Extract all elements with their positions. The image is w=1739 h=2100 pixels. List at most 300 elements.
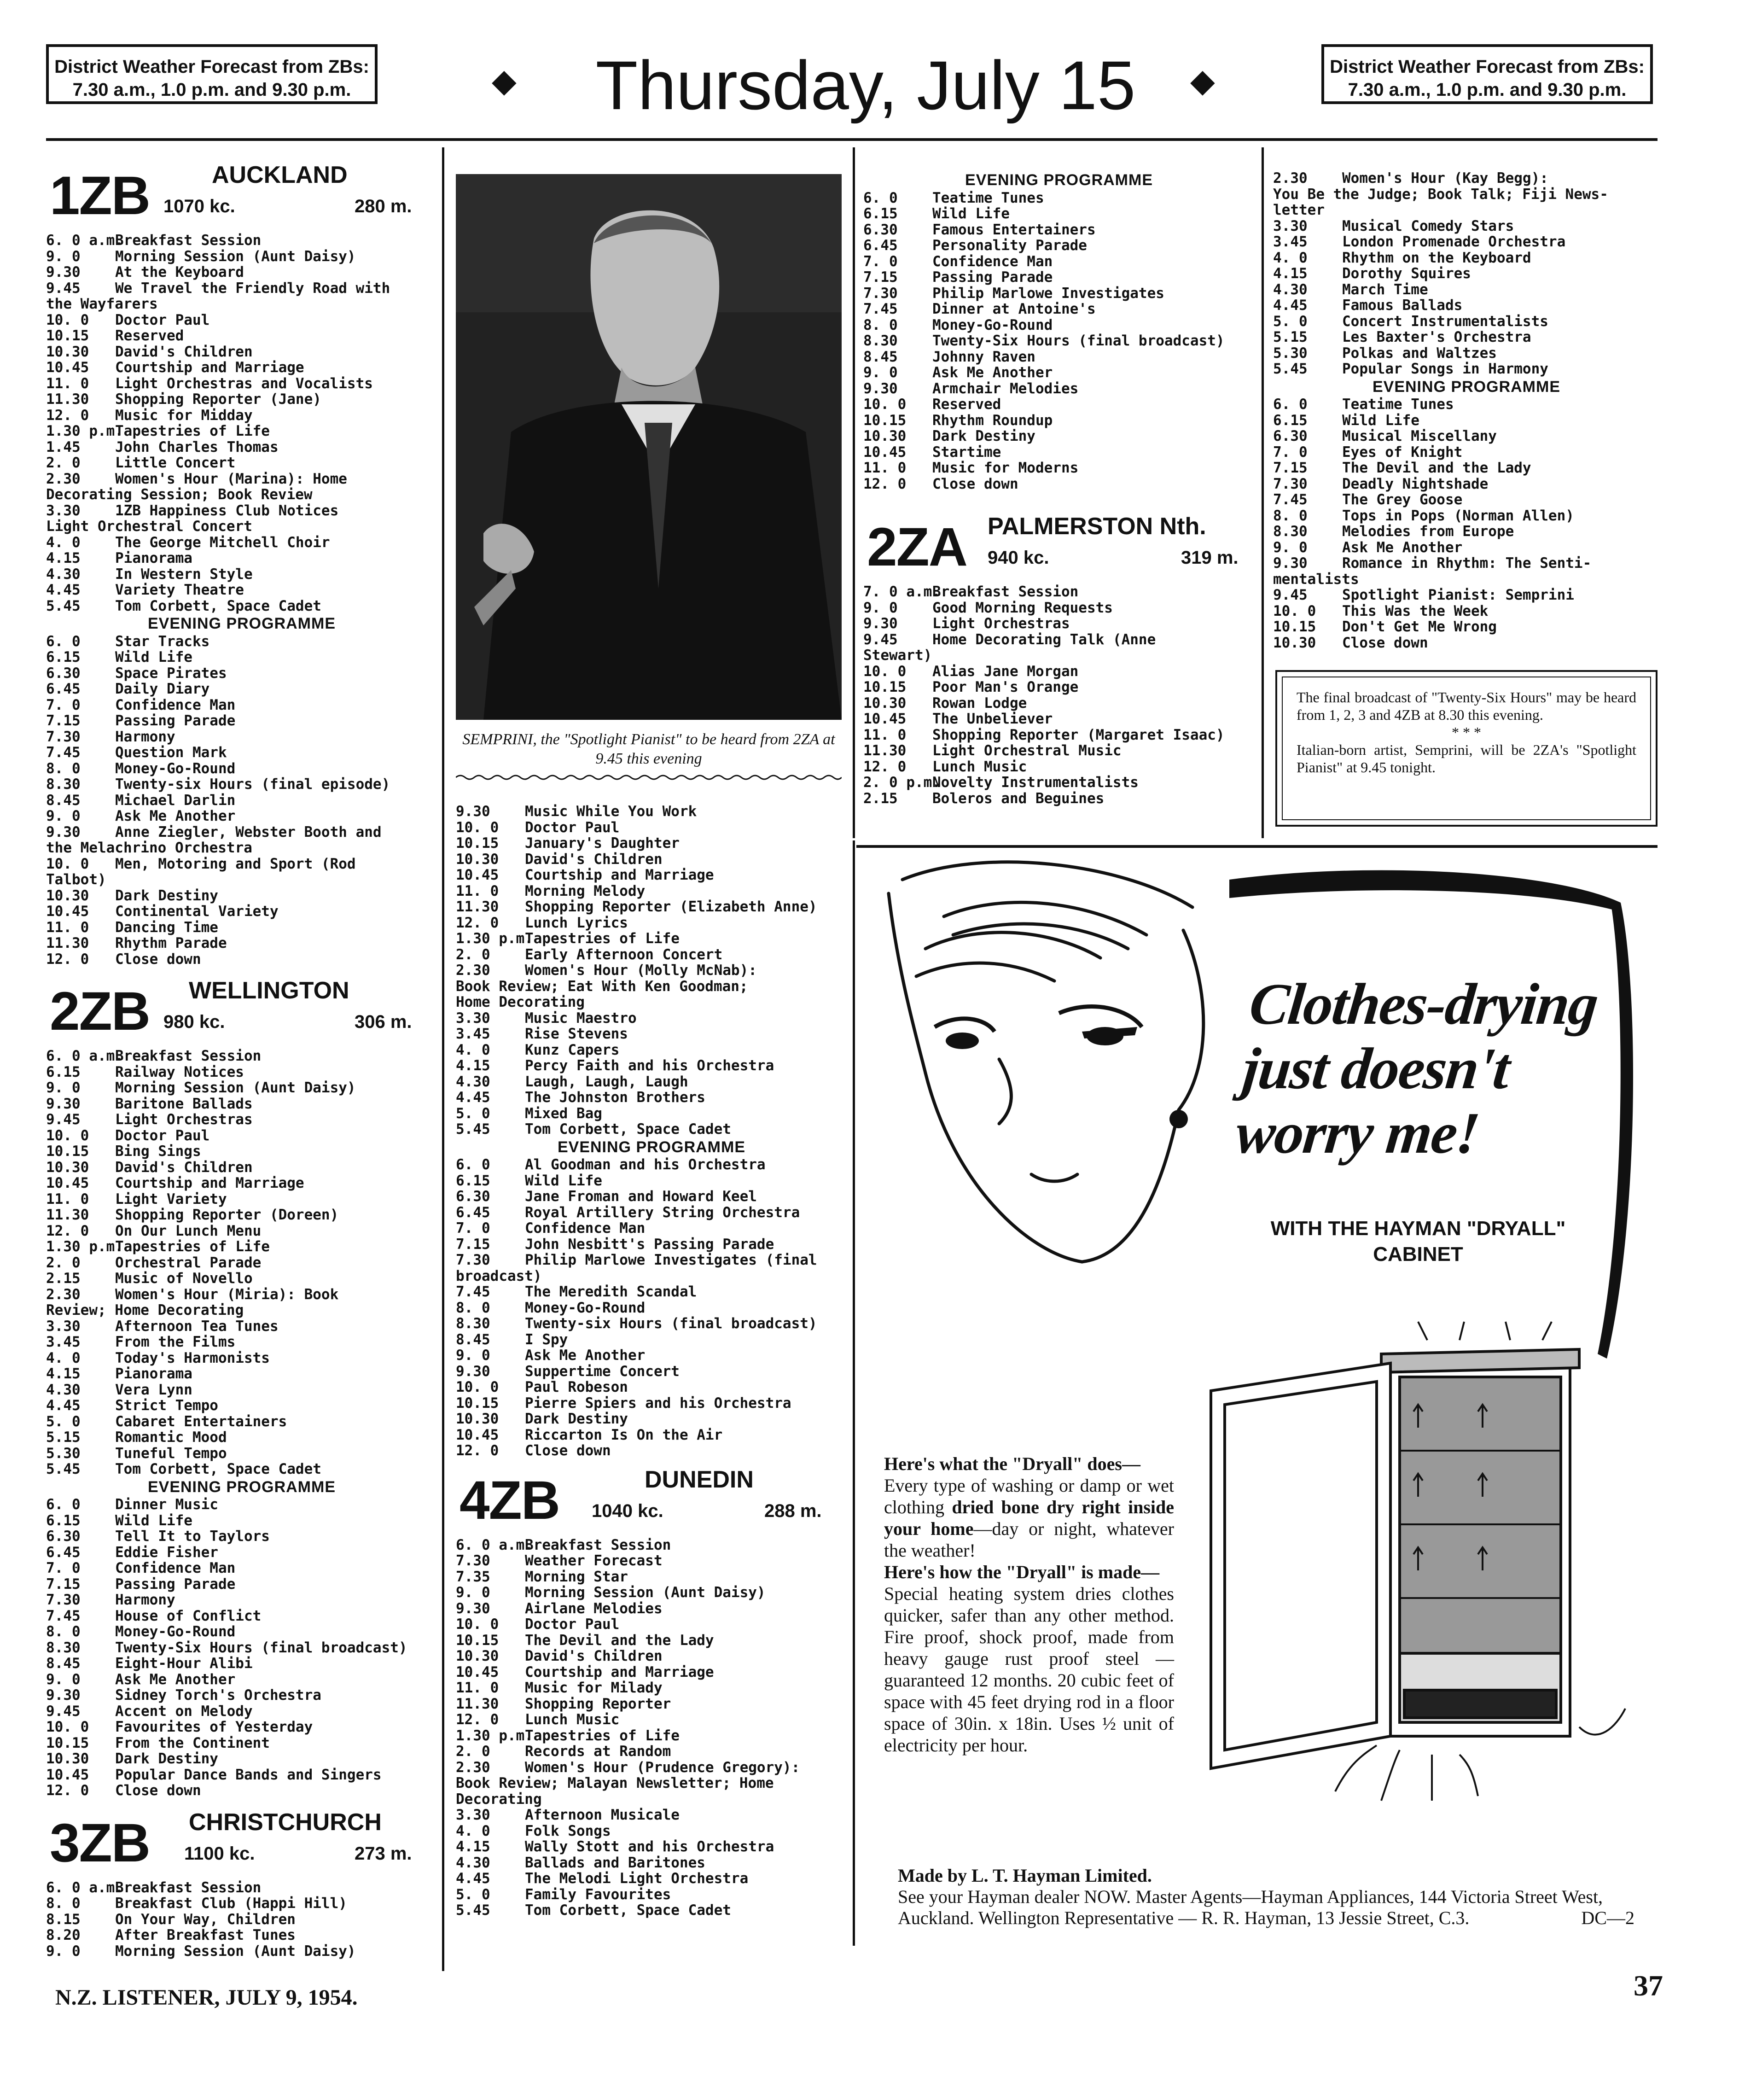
programme-item xyxy=(46,1064,437,1080)
programme-time: 10.45 xyxy=(46,1175,89,1191)
programme-title: Wild Life xyxy=(525,1172,602,1189)
programme-title: Orchestral Parade xyxy=(115,1254,262,1271)
programme-title: Stewart) xyxy=(863,648,932,664)
evening-list-1zb xyxy=(46,634,437,968)
programme-time: 11. 0 xyxy=(46,919,89,935)
programme-item xyxy=(863,584,1255,600)
programme-item xyxy=(456,1537,847,1553)
programme-item xyxy=(46,344,437,360)
station-frequency: 1070 kc. xyxy=(163,196,235,216)
programme-title: Accent on Melody xyxy=(115,1703,253,1719)
programme-item xyxy=(863,286,1255,302)
programme-item xyxy=(46,1461,437,1477)
evening-heading: EVENING PROGRAMME xyxy=(1372,378,1561,396)
programme-item xyxy=(456,1106,847,1122)
programme-item xyxy=(456,1220,847,1237)
programme-title: Daily Diary xyxy=(115,681,210,697)
programme-item xyxy=(456,1712,847,1728)
programme-time: 11. 0 xyxy=(863,460,907,476)
column-rule-2-lower xyxy=(853,840,855,1946)
station-wavelength: 306 m. xyxy=(355,1012,412,1032)
programme-time: 12. 0 xyxy=(456,915,499,931)
programme-time: 10. 0 xyxy=(46,312,89,328)
station-city: PALMERSTON Nth. xyxy=(988,513,1206,540)
programme-title: Light Orchestral Concert xyxy=(46,519,252,535)
programme-item xyxy=(46,761,437,777)
programme-item xyxy=(863,727,1255,743)
programme-title: Johnny Raven xyxy=(932,349,1035,365)
programme-title: Breakfast Session xyxy=(115,233,262,249)
programme-item xyxy=(863,269,1255,286)
programme-time: 9. 0 xyxy=(456,1585,490,1601)
programme-time: 7.15 xyxy=(456,1236,490,1252)
programme-item xyxy=(456,852,847,868)
programme-time: 10.45 xyxy=(46,1767,89,1783)
programme-item xyxy=(456,962,847,979)
programme-item xyxy=(46,1096,437,1112)
programme-title: Twenty-Six Hours (final broadcast) xyxy=(115,1639,407,1656)
programme-time: 8.45 xyxy=(863,349,898,365)
programme-item xyxy=(456,1902,847,1919)
programme-title: Tell It to Taylors xyxy=(115,1528,270,1545)
programme-title: David's Children xyxy=(115,1159,253,1175)
station-frequency: 1100 kc. xyxy=(184,1843,255,1864)
programme-item xyxy=(863,711,1255,727)
programme-time: 6.30 xyxy=(863,222,898,238)
ad-made-text: Special heating system dries clothes quicker, safer than any other method. Fire proof, shock proof, made from heavy gauge rust proof steel — guaranteed 12 months. 20 cubic feet of space with 45 feet drying rod in a floor space of 30in. x 18in. Uses ½ unit of electricity per hour. xyxy=(884,1583,1174,1756)
programme-title: Strict Tempo xyxy=(115,1398,218,1414)
programme-title: Morning Session (Aunt Daisy) xyxy=(115,248,356,264)
programme-title: Dark Destiny xyxy=(115,887,218,904)
programme-title: Tom Corbett, Space Cadet xyxy=(115,1461,321,1477)
programme-title: Spotlight Pianist: Semprini xyxy=(1342,587,1574,603)
programme-item xyxy=(46,697,437,713)
programme-item xyxy=(1273,508,1660,524)
programme-item xyxy=(46,1592,437,1608)
programme-time: 10.30 xyxy=(46,1751,89,1767)
programme-time: 8.30 xyxy=(863,333,898,349)
programme-title: Dorothy Squires xyxy=(1342,266,1471,282)
notice-inner xyxy=(1282,677,1651,820)
programme-title: Dancing Time xyxy=(115,919,218,935)
programme-item xyxy=(1273,361,1660,377)
programme-title: 1ZB Happiness Club Notices xyxy=(115,502,339,519)
programme-title: Book Review; Eat With Ken Goodman; xyxy=(456,978,748,994)
page-date-title: Thursday, July 15 xyxy=(595,47,1136,124)
programme-time: 7. 0 a.m. xyxy=(863,584,941,600)
programme-time: 3.45 xyxy=(1273,234,1308,250)
programme-item xyxy=(46,423,437,439)
programme-item xyxy=(1273,218,1660,234)
programme-time: 9. 0 xyxy=(46,1671,81,1687)
programme-title: The Devil and the Lady xyxy=(525,1632,714,1648)
programme-time: 10.45 xyxy=(863,711,907,727)
programme-time: 8.30 xyxy=(46,1639,81,1656)
programme-item xyxy=(46,1896,437,1912)
programme-title: Morning Star xyxy=(525,1569,628,1585)
station-frequency: 1040 kc. xyxy=(592,1500,663,1521)
column-4 xyxy=(1273,170,1660,651)
programme-item xyxy=(46,1735,437,1751)
programme-title: Morning Session (Aunt Daisy) xyxy=(525,1585,766,1601)
programme-time: 3.30 xyxy=(456,1807,490,1823)
programme-item xyxy=(1273,587,1660,603)
weather-forecast-box-right xyxy=(1321,44,1653,104)
forecast-line-1: District Weather Forecast from ZBs: xyxy=(54,57,369,77)
programme-title: Close down xyxy=(115,1783,201,1799)
programme-time: 7.45 xyxy=(863,301,898,317)
station-code: 1ZB xyxy=(50,165,150,226)
programme-time: 1.30 p.m. xyxy=(456,931,533,947)
programme-time: 5.15 xyxy=(46,1429,81,1446)
programme-time: 11. 0 xyxy=(456,883,499,899)
programme-time: 6.15 xyxy=(46,1064,81,1080)
programme-title: The Unbeliever xyxy=(932,711,1053,727)
programme-title: Breakfast Session xyxy=(115,1048,262,1064)
programme-title: Michael Darlin xyxy=(115,792,236,808)
programme-time: 5.15 xyxy=(1273,329,1308,345)
programme-item xyxy=(863,365,1255,381)
column-rule-3 xyxy=(1262,147,1264,838)
programme-title: Musical Miscellany xyxy=(1342,428,1497,444)
programme-title: Close down xyxy=(525,1443,611,1459)
programme-title: Personality Parade xyxy=(932,238,1087,254)
ad-maker-name: Made by L. T. Hayman Limited. xyxy=(898,1865,1152,1886)
programme-title: Morning Session (Aunt Daisy) xyxy=(115,1943,356,1959)
programme-title: Tapestries of Life xyxy=(115,1239,270,1255)
programme-title: Vera Lynn xyxy=(115,1382,192,1398)
programme-item xyxy=(46,1239,437,1255)
programme-title: Money-Go-Round xyxy=(525,1300,646,1316)
programme-item xyxy=(456,1395,847,1412)
programme-item xyxy=(1273,202,1660,218)
programme-item xyxy=(456,1839,847,1855)
programme-time: 11.30 xyxy=(456,1696,499,1712)
programme-item xyxy=(1273,234,1660,250)
programme-title: Tapestries of Life xyxy=(525,931,680,947)
programme-item xyxy=(1273,266,1660,282)
programme-time: 3.30 xyxy=(1273,218,1308,234)
programme-time: 11.30 xyxy=(863,743,907,759)
programme-time: 2.30 xyxy=(1273,170,1308,187)
programme-title: Passing Parade xyxy=(115,713,236,729)
programme-item xyxy=(1273,282,1660,298)
programme-title: Dark Destiny xyxy=(932,428,1035,444)
programme-time: 7.45 xyxy=(46,745,81,761)
programme-item xyxy=(46,1783,437,1799)
programme-title: Famous Ballads xyxy=(1342,298,1463,314)
programme-title: The Grey Goose xyxy=(1342,492,1463,508)
programme-item xyxy=(863,679,1255,695)
programme-title: Tops in Pops (Norman Allen) xyxy=(1342,508,1574,524)
programme-item xyxy=(863,428,1255,444)
programme-item xyxy=(46,1608,437,1624)
programme-item xyxy=(456,1871,847,1887)
programme-time: 8. 0 xyxy=(456,1300,490,1316)
notice-paragraph-1: The final broadcast of "Twenty-Six Hours" may be heard from 1, 2, 3 and 4ZB at 8.30 this evening. xyxy=(1297,689,1636,723)
programme-time: 6.30 xyxy=(46,665,81,681)
programme-item xyxy=(46,328,437,344)
programme-time: 6.15 xyxy=(46,649,81,665)
semprini-photo xyxy=(456,174,842,720)
programme-time: 7.45 xyxy=(1273,492,1308,508)
programme-title: Percy Faith and his Orchestra xyxy=(525,1058,774,1074)
programme-time: 3.45 xyxy=(46,1334,81,1350)
programme-item xyxy=(456,1775,847,1791)
ad-does-text-bold: dried bone dry right inside your home xyxy=(884,1497,1174,1539)
programme-item xyxy=(46,824,437,840)
programme-item xyxy=(46,249,437,265)
station-city: WELLINGTON xyxy=(189,977,349,1004)
programme-title: The Meredith Scandal xyxy=(525,1284,697,1300)
programme-title: Women's Hour (Prudence Gregory): xyxy=(525,1759,800,1775)
programme-list-2za-continued xyxy=(1273,170,1660,377)
programme-title: Tapestries of Life xyxy=(115,423,270,439)
programme-time: 4.45 xyxy=(456,1871,490,1887)
programme-list-3zb xyxy=(46,1880,437,1960)
ad-top-rule xyxy=(856,845,1658,848)
programme-item xyxy=(46,391,437,408)
programme-title: Breakfast Session xyxy=(932,584,1079,600)
programme-item xyxy=(46,1414,437,1430)
header-rule xyxy=(46,138,1658,141)
programme-time: 7.30 xyxy=(46,1592,81,1608)
programme-title: Courtship and Marriage xyxy=(525,867,714,883)
programme-item xyxy=(456,1760,847,1776)
programme-time: 10. 0 xyxy=(46,1719,89,1735)
programme-item xyxy=(46,233,437,249)
programme-title: Boleros and Beguines xyxy=(932,790,1105,806)
programme-title: The Devil and the Lady xyxy=(1342,460,1531,476)
programme-title: Popular Dance Bands and Singers xyxy=(115,1767,382,1783)
programme-time: 10.30 xyxy=(456,1411,499,1427)
programme-title: Philip Marlowe Investigates (final xyxy=(525,1252,817,1268)
programme-time: 8. 0 xyxy=(46,1624,81,1640)
programme-time: 6.30 xyxy=(1273,428,1308,444)
programme-time: 11. 0 xyxy=(863,727,907,743)
station-city: DUNEDIN xyxy=(645,1466,754,1493)
programme-item xyxy=(456,1205,847,1221)
programme-time: 12. 0 xyxy=(46,1783,89,1799)
programme-time: 10.30 xyxy=(863,428,907,444)
programme-title: Rhythm on the Keyboard xyxy=(1342,250,1531,266)
programme-item xyxy=(863,664,1255,680)
programme-time: 6. 0 xyxy=(46,1497,81,1513)
programme-item xyxy=(863,397,1255,413)
programme-title: From the Films xyxy=(115,1334,236,1350)
programme-time: 4. 0 xyxy=(456,1042,490,1058)
programme-title: Lunch Music xyxy=(932,758,1027,775)
programme-item xyxy=(46,1429,437,1446)
programme-time: 6.45 xyxy=(863,238,898,254)
station-code: 2ZB xyxy=(50,981,150,1042)
programme-title: Alias Jane Morgan xyxy=(932,663,1079,679)
programme-time: 10.15 xyxy=(456,835,499,852)
programme-title: Breakfast Club (Happi Hill) xyxy=(115,1896,347,1912)
diamond-ornament-icon: ◆ xyxy=(492,62,517,99)
programme-title: Armchair Melodies xyxy=(932,380,1079,397)
programme-title: Light Orchestras xyxy=(932,616,1070,632)
programme-title: The Johnston Brothers xyxy=(525,1090,705,1106)
programme-item xyxy=(863,743,1255,759)
programme-time: 9. 0 xyxy=(863,365,898,381)
station-header-2zb xyxy=(46,979,437,1048)
programme-item xyxy=(456,1823,847,1839)
programme-title: Shopping Reporter (Elizabeth Anne) xyxy=(525,899,817,915)
programme-time: 9.30 xyxy=(863,380,898,397)
programme-item xyxy=(1273,345,1660,362)
programme-time: 8.45 xyxy=(456,1331,490,1348)
programme-time: 9.45 xyxy=(46,1703,81,1719)
programme-title: Music for Midday xyxy=(115,407,253,423)
programme-time: 1.45 xyxy=(46,439,81,455)
programme-title: House of Conflict xyxy=(115,1608,262,1624)
programme-time: 3.45 xyxy=(456,1026,490,1042)
programme-item xyxy=(456,1585,847,1601)
programme-title: David's Children xyxy=(525,851,663,867)
programme-item xyxy=(1273,524,1660,540)
programme-title: Romance in Rhythm: The Senti- xyxy=(1342,555,1592,572)
evening-heading: EVENING PROGRAMME xyxy=(965,171,1153,189)
programme-item xyxy=(1273,460,1660,476)
programme-list-4zb xyxy=(456,1537,847,1919)
programme-title: Al Goodman and his Orchestra xyxy=(525,1157,766,1173)
programme-title: Women's Hour (Marina): Home xyxy=(115,471,347,487)
programme-time: 10.30 xyxy=(863,695,907,711)
evening-list-2zb xyxy=(46,1497,437,1799)
programme-time: 9. 0 xyxy=(1273,539,1308,555)
programme-title: Musical Comedy Stars xyxy=(1342,218,1514,234)
forecast-line-2: 7.30 a.m., 1.0 p.m. and 9.30 p.m. xyxy=(72,80,351,100)
programme-item xyxy=(46,872,437,888)
programme-time: 4.45 xyxy=(46,1398,81,1414)
programme-time: 8.45 xyxy=(46,792,81,808)
ad-subheadline-line-2: CABINET xyxy=(1373,1243,1463,1266)
programme-item xyxy=(456,1744,847,1760)
programme-item xyxy=(46,1513,437,1529)
programme-time: 10. 0 xyxy=(456,1616,499,1633)
programme-item xyxy=(1273,603,1660,619)
programme-time: 7.30 xyxy=(863,285,898,301)
programme-item xyxy=(456,1026,847,1042)
programme-title: Women's Hour (Molly McNab): xyxy=(525,962,757,979)
programme-time: 2. 0 p.m. xyxy=(863,775,941,791)
programme-item xyxy=(46,665,437,682)
programme-item xyxy=(456,1855,847,1871)
programme-item xyxy=(456,931,847,947)
programme-title: Music While You Work xyxy=(525,804,697,820)
programme-time: 9. 0 xyxy=(863,600,898,616)
column-3 xyxy=(863,170,1255,806)
programme-time: 10.45 xyxy=(456,1664,499,1680)
station-header-3zb xyxy=(46,1808,437,1880)
programme-time: 10.30 xyxy=(1273,635,1316,651)
programme-time: 9.30 xyxy=(46,824,81,840)
programme-item xyxy=(46,920,437,936)
programme-title: Ballads and Baritones xyxy=(525,1855,705,1871)
programme-item xyxy=(46,1048,437,1064)
programme-item xyxy=(456,1427,847,1443)
programme-item xyxy=(1273,329,1660,345)
programme-title: Afternoon Musicale xyxy=(525,1807,680,1823)
programme-time: 10.15 xyxy=(46,1143,89,1160)
programme-title: On Your Way, Children xyxy=(115,1911,296,1927)
programme-time: 9.45 xyxy=(46,280,81,296)
programme-title: Folk Songs xyxy=(525,1823,611,1839)
programme-time: 6.15 xyxy=(863,206,898,222)
programme-title: Breakfast Session xyxy=(115,1879,262,1896)
semprini-portrait-image xyxy=(456,174,842,720)
programme-time: 10.45 xyxy=(456,867,499,883)
programme-item xyxy=(456,1379,847,1395)
diamond-ornament-icon: ◆ xyxy=(1190,62,1215,99)
programme-title: Anne Ziegler, Webster Booth and xyxy=(115,824,382,840)
programme-item xyxy=(863,333,1255,349)
programme-title: The George Mitchell Choir xyxy=(115,534,330,550)
programme-time: 10.45 xyxy=(46,360,89,376)
programme-time: 9. 0 xyxy=(46,1943,81,1959)
programme-time: 7.15 xyxy=(46,1576,81,1592)
programme-item xyxy=(46,649,437,665)
programme-title: Dark Destiny xyxy=(525,1411,628,1427)
programme-title: Little Concert xyxy=(115,455,236,471)
programme-time: 1.30 p.m. xyxy=(456,1727,533,1744)
programme-item xyxy=(456,1443,847,1459)
programme-item xyxy=(456,899,847,915)
programme-item xyxy=(456,1807,847,1823)
programme-item xyxy=(456,1348,847,1364)
programme-time: 6. 0 a.m. xyxy=(46,233,123,249)
programme-title: Courtship and Marriage xyxy=(115,360,304,376)
programme-item xyxy=(46,776,437,793)
programme-time: 9.45 xyxy=(1273,587,1308,603)
programme-list-2zb xyxy=(46,1048,437,1477)
programme-item xyxy=(46,1223,437,1239)
programme-item xyxy=(456,1332,847,1348)
programme-item xyxy=(456,1648,847,1664)
programme-time: 6.45 xyxy=(46,1544,81,1560)
programme-time: 10.15 xyxy=(46,1735,89,1751)
programme-item xyxy=(456,1284,847,1300)
programme-item xyxy=(46,1703,437,1720)
programme-time: 5.30 xyxy=(1273,345,1308,361)
wavy-divider xyxy=(456,774,842,781)
programme-time: 2.30 xyxy=(46,1286,81,1302)
programme-item xyxy=(46,951,437,968)
ad-made-heading: Here's how the "Dryall" is made— xyxy=(884,1562,1160,1582)
programme-time: 1.30 p.m. xyxy=(46,1239,123,1255)
notice-paragraph-2: Italian-born artist, Semprini, will be 2ZA's "Spotlight Pianist" at 9.45 tonight. xyxy=(1297,741,1636,776)
programme-item xyxy=(46,1751,437,1767)
programme-title: Pianorama xyxy=(115,1366,192,1382)
programme-item xyxy=(1273,187,1660,203)
programme-item xyxy=(1273,555,1660,572)
programme-title: Wild Life xyxy=(115,649,192,665)
programme-item xyxy=(456,1664,847,1680)
programme-item xyxy=(863,301,1255,317)
station-wavelength: 273 m. xyxy=(355,1843,412,1864)
programme-title: Tuneful Tempo xyxy=(115,1445,227,1461)
programme-time: 7.35 xyxy=(456,1569,490,1585)
programme-time: 9.30 xyxy=(1273,555,1308,572)
programme-time: 11. 0 xyxy=(46,1191,89,1207)
programme-time: 10. 0 xyxy=(46,1127,89,1143)
programme-title: Romantic Mood xyxy=(115,1429,227,1446)
programme-title: Rhythm Parade xyxy=(115,935,227,951)
programme-time: 2.30 xyxy=(46,471,81,487)
programme-item xyxy=(46,1366,437,1382)
programme-time: 7.45 xyxy=(456,1284,490,1300)
